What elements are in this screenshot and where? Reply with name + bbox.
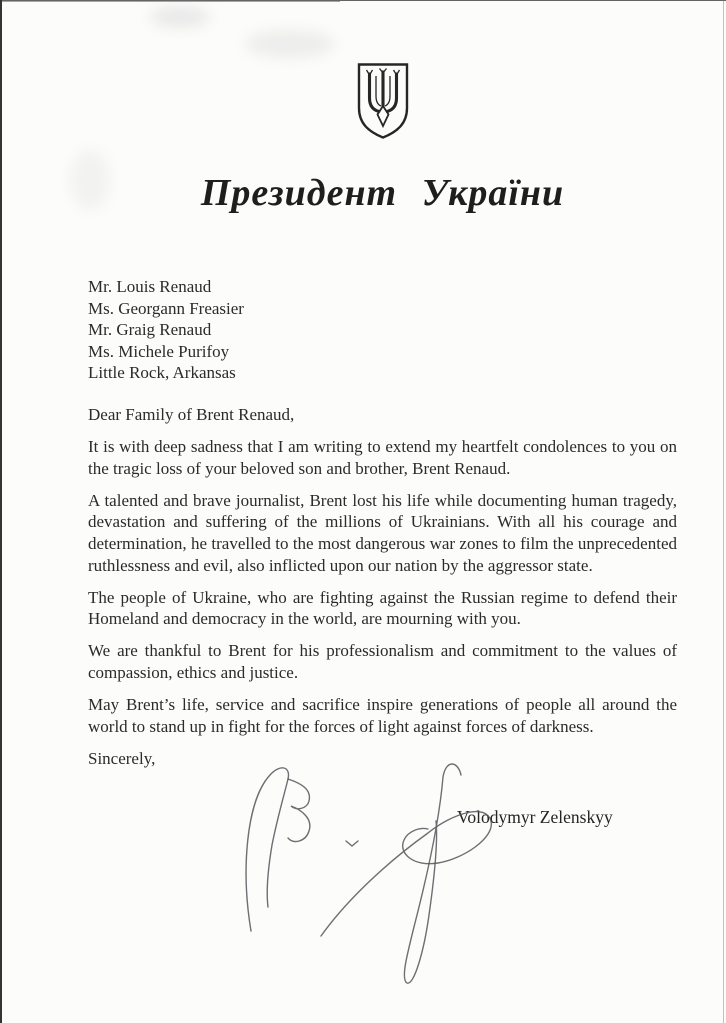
recipient-line: Ms. Georgann Freasier [88,298,244,318]
recipient-city-line: Little Rock, Arkansas [88,363,236,383]
letter-body [88,276,677,769]
paragraph-thankful: We are thankful to Brent for his professionalism and commitment to the values of compassion, ethics and justice. [88,641,677,682]
closing: Sincerely, [88,748,156,768]
recipient-line: Mr. Louis Renaud [88,277,212,296]
paragraph-condolences: It is with deep sadness that I am writing to extend my heartfelt condolences to you on the tragic loss of your beloved son and brother, Brent Renaud. [88,437,677,478]
recipient-address-block [88,276,677,384]
paragraph-journalist: A talented and brave journalist, Brent lost his life while documenting human tragedy, devastation and suffering of the millions of Ukrainians. With all his courage and determination, he travelled to the most dangerous war zones to film the unprecedented ruthlessness and evil, also inflicted upon our nation by the aggressor state. [88,490,677,575]
recipient-line: Mr. Graig Renaud [88,320,212,340]
recipient-line: Ms. Michele Purifoy [88,341,230,361]
scan-smudge [150,6,210,28]
ukraine-trident-shield-icon [356,62,410,140]
salutation: Dear Family of Brent Renaud, [88,404,295,424]
letterhead [88,62,677,215]
scan-edge-left [0,0,2,1023]
paragraph-mourning: The people of Ukraine, who are fighting against the Russian regime to defend their Homeland and democracy in the world, are mourning with you. [88,587,677,629]
handwritten-signature [228,753,510,1005]
scan-edge-top-dark-segment [0,1,340,2]
scan-edge-right [723,0,724,1023]
paragraph-inspiration: May Brent’s life, service and sacrifice inspire generations of people all around the world to stand up in fight for the forces of light against forces of darkness. [88,695,677,736]
letterhead-title: Президент України [200,172,565,214]
scan-smudge [245,30,335,58]
signer-name: Volodymyr Zelenskyy [457,807,613,827]
